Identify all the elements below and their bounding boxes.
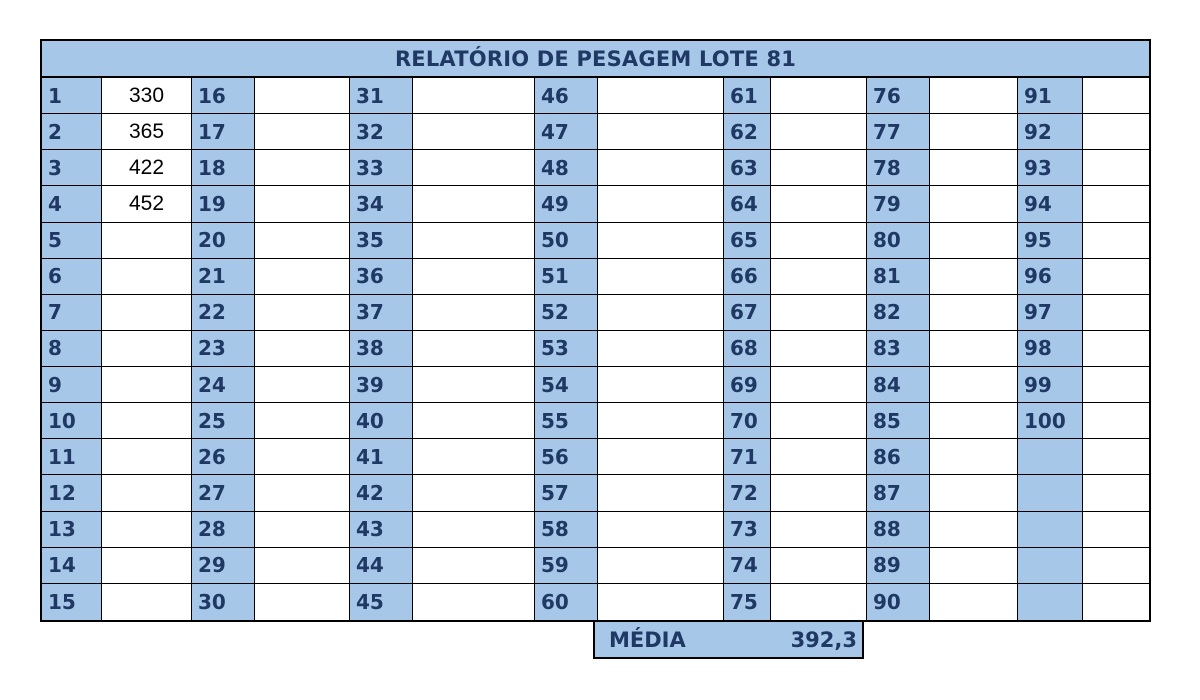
weighing-grid [42,78,1149,620]
weight-value-cell[interactable] [598,367,724,403]
weight-value-cell[interactable] [598,512,724,548]
animal-number-cell: 100 [1018,403,1083,439]
weight-value-cell[interactable] [255,259,350,295]
weight-value-cell[interactable] [255,475,350,511]
weight-value-cell[interactable] [930,331,1018,367]
animal-number-cell [1018,439,1083,475]
weight-value-cell[interactable] [255,78,350,114]
animal-number-cell: 28 [192,512,255,548]
weight-value-cell[interactable] [930,512,1018,548]
animal-number-cell: 52 [535,295,598,331]
animal-number-cell: 80 [867,223,930,259]
weight-value-cell[interactable] [598,295,724,331]
animal-number-cell: 70 [724,403,771,439]
animal-number-cell: 63 [724,150,771,186]
weight-value-cell[interactable] [930,584,1018,620]
animal-number-cell: 82 [867,295,930,331]
animal-number-cell: 23 [192,331,255,367]
weight-value-cell[interactable]: 422 [102,150,192,186]
animal-number-cell: 6 [42,259,102,295]
weight-value-cell[interactable] [598,259,724,295]
animal-number-cell: 10 [42,403,102,439]
animal-number-cell: 61 [724,78,771,114]
animal-number-cell: 16 [192,78,255,114]
animal-number-cell: 42 [350,475,413,511]
animal-number-cell [1018,512,1083,548]
animal-number-cell: 9 [42,367,102,403]
animal-number-cell: 57 [535,475,598,511]
weight-value-cell[interactable] [771,584,867,620]
animal-number-cell: 66 [724,259,771,295]
animal-number-cell: 60 [535,584,598,620]
weight-value-cell[interactable]: 452 [102,186,192,222]
weight-value-cell[interactable] [413,548,535,584]
weight-value-cell[interactable] [771,223,867,259]
animal-number-cell: 73 [724,512,771,548]
animal-number-cell: 69 [724,367,771,403]
animal-number-cell: 64 [724,186,771,222]
weight-value-cell[interactable] [413,439,535,475]
weight-value-cell[interactable] [1083,114,1149,150]
weight-value-cell[interactable] [930,439,1018,475]
animal-number-cell: 89 [867,548,930,584]
weight-value-cell[interactable] [413,331,535,367]
weight-value-cell[interactable] [255,150,350,186]
weight-value-cell[interactable] [771,186,867,222]
animal-number-cell: 79 [867,186,930,222]
weight-value-cell[interactable] [413,78,535,114]
weight-value-cell[interactable] [771,548,867,584]
animal-number-cell [1018,475,1083,511]
weight-value-cell[interactable] [598,403,724,439]
weight-value-cell[interactable] [413,403,535,439]
animal-number-cell: 17 [192,114,255,150]
weight-value-cell[interactable] [102,259,192,295]
animal-number-cell: 46 [535,78,598,114]
weight-value-cell[interactable] [413,114,535,150]
animal-number-cell: 43 [350,512,413,548]
weight-value-cell[interactable] [413,186,535,222]
weight-value-cell[interactable] [255,584,350,620]
animal-number-cell: 56 [535,439,598,475]
weight-value-cell[interactable]: 365 [102,114,192,150]
animal-number-cell: 34 [350,186,413,222]
weight-value-cell[interactable] [598,439,724,475]
weight-value-cell[interactable] [598,331,724,367]
animal-number-cell: 38 [350,331,413,367]
animal-number-cell: 26 [192,439,255,475]
weight-value-cell[interactable] [255,331,350,367]
weight-value-cell[interactable] [102,584,192,620]
weight-value-cell[interactable] [771,150,867,186]
animal-number-cell: 22 [192,295,255,331]
weight-value-cell[interactable] [1083,548,1149,584]
animal-number-cell: 24 [192,367,255,403]
animal-number-cell: 37 [350,295,413,331]
average-summary [593,620,864,659]
animal-number-cell: 59 [535,548,598,584]
weight-value-cell[interactable] [102,295,192,331]
animal-number-cell: 33 [350,150,413,186]
weight-value-cell[interactable] [598,475,724,511]
average-value: 392,3 [790,627,857,652]
animal-number-cell: 31 [350,78,413,114]
animal-number-cell: 68 [724,331,771,367]
animal-number-cell: 49 [535,186,598,222]
weight-value-cell[interactable] [255,367,350,403]
weight-value-cell[interactable] [255,512,350,548]
animal-number-cell: 77 [867,114,930,150]
animal-number-cell: 21 [192,259,255,295]
animal-number-cell: 71 [724,439,771,475]
weight-value-cell[interactable] [1083,223,1149,259]
animal-number-cell: 20 [192,223,255,259]
weight-value-cell[interactable] [413,223,535,259]
animal-number-cell: 5 [42,223,102,259]
animal-number-cell: 45 [350,584,413,620]
animal-number-cell: 12 [42,475,102,511]
weight-value-cell[interactable] [771,259,867,295]
animal-number-cell: 98 [1018,331,1083,367]
weight-value-cell[interactable]: 330 [102,78,192,114]
weight-value-cell[interactable] [1083,186,1149,222]
weight-value-cell[interactable] [930,78,1018,114]
weight-value-cell[interactable] [930,475,1018,511]
animal-number-cell: 39 [350,367,413,403]
animal-number-cell: 4 [42,186,102,222]
animal-number-cell: 14 [42,548,102,584]
weight-value-cell[interactable] [771,331,867,367]
animal-number-cell: 62 [724,114,771,150]
animal-number-cell: 36 [350,259,413,295]
animal-number-cell: 2 [42,114,102,150]
animal-number-cell: 55 [535,403,598,439]
animal-number-cell: 3 [42,150,102,186]
weight-value-cell[interactable] [1083,403,1149,439]
animal-number-cell [1018,584,1083,620]
weight-value-cell[interactable] [598,548,724,584]
animal-number-cell: 41 [350,439,413,475]
weight-value-cell[interactable] [1083,512,1149,548]
weight-value-cell[interactable] [930,259,1018,295]
animal-number-cell: 88 [867,512,930,548]
animal-number-cell: 48 [535,150,598,186]
animal-number-cell: 58 [535,512,598,548]
animal-number-cell: 15 [42,584,102,620]
animal-number-cell: 75 [724,584,771,620]
weight-value-cell[interactable] [771,475,867,511]
weight-value-cell[interactable] [771,512,867,548]
weight-value-cell[interactable] [771,439,867,475]
weight-value-cell[interactable] [930,223,1018,259]
animal-number-cell: 50 [535,223,598,259]
weight-value-cell[interactable] [930,403,1018,439]
weight-value-cell[interactable] [598,150,724,186]
weight-value-cell[interactable] [1083,439,1149,475]
average-label: MÉDIA [609,627,686,652]
weight-value-cell[interactable] [771,114,867,150]
animal-number-cell: 85 [867,403,930,439]
animal-number-cell: 8 [42,331,102,367]
weight-value-cell[interactable] [255,223,350,259]
animal-number-cell: 11 [42,439,102,475]
animal-number-cell: 29 [192,548,255,584]
animal-number-cell: 93 [1018,150,1083,186]
animal-number-cell: 25 [192,403,255,439]
weight-value-cell[interactable] [413,475,535,511]
weight-value-cell[interactable] [102,512,192,548]
animal-number-cell: 87 [867,475,930,511]
weight-value-cell[interactable] [930,114,1018,150]
animal-number-cell: 13 [42,512,102,548]
weight-value-cell[interactable] [598,186,724,222]
weight-value-cell[interactable] [102,548,192,584]
animal-number-cell: 76 [867,78,930,114]
weight-value-cell[interactable] [255,439,350,475]
animal-number-cell: 86 [867,439,930,475]
weight-value-cell[interactable] [102,331,192,367]
animal-number-cell: 30 [192,584,255,620]
animal-number-cell [1018,548,1083,584]
weight-value-cell[interactable] [598,114,724,150]
animal-number-cell: 19 [192,186,255,222]
weight-value-cell[interactable] [102,403,192,439]
weight-value-cell[interactable] [930,367,1018,403]
weight-value-cell[interactable] [771,403,867,439]
animal-number-cell: 47 [535,114,598,150]
weight-value-cell[interactable] [102,439,192,475]
animal-number-cell: 95 [1018,223,1083,259]
animal-number-cell: 54 [535,367,598,403]
weight-value-cell[interactable] [255,548,350,584]
weight-value-cell[interactable] [598,223,724,259]
weight-value-cell[interactable] [1083,295,1149,331]
animal-number-cell: 90 [867,584,930,620]
animal-number-cell: 44 [350,548,413,584]
weight-value-cell[interactable] [255,295,350,331]
animal-number-cell: 92 [1018,114,1083,150]
weight-value-cell[interactable] [930,548,1018,584]
weight-value-cell[interactable] [771,367,867,403]
animal-number-cell: 18 [192,150,255,186]
weight-value-cell[interactable] [1083,475,1149,511]
animal-number-cell: 7 [42,295,102,331]
weight-value-cell[interactable] [413,295,535,331]
animal-number-cell: 81 [867,259,930,295]
animal-number-cell: 96 [1018,259,1083,295]
weight-value-cell[interactable] [255,403,350,439]
animal-number-cell: 65 [724,223,771,259]
weight-value-cell[interactable] [930,186,1018,222]
weight-value-cell[interactable] [1083,584,1149,620]
weight-value-cell[interactable] [413,150,535,186]
animal-number-cell: 78 [867,150,930,186]
weight-value-cell[interactable] [255,186,350,222]
animal-number-cell: 40 [350,403,413,439]
animal-number-cell: 51 [535,259,598,295]
weight-value-cell[interactable] [771,78,867,114]
animal-number-cell: 99 [1018,367,1083,403]
weight-value-cell[interactable] [102,367,192,403]
weight-value-cell[interactable] [930,295,1018,331]
animal-number-cell: 53 [535,331,598,367]
animal-number-cell: 91 [1018,78,1083,114]
weight-value-cell[interactable] [771,295,867,331]
weighing-report-table [40,39,1151,622]
animal-number-cell: 94 [1018,186,1083,222]
animal-number-cell: 1 [42,78,102,114]
animal-number-cell: 83 [867,331,930,367]
weight-value-cell[interactable] [1083,150,1149,186]
weight-value-cell[interactable] [413,367,535,403]
animal-number-cell: 32 [350,114,413,150]
weight-value-cell[interactable] [1083,331,1149,367]
animal-number-cell: 72 [724,475,771,511]
weight-value-cell[interactable] [930,150,1018,186]
weight-value-cell[interactable] [1083,367,1149,403]
weight-value-cell[interactable] [102,475,192,511]
animal-number-cell: 67 [724,295,771,331]
weight-value-cell[interactable] [413,512,535,548]
animal-number-cell: 35 [350,223,413,259]
weight-value-cell[interactable] [598,78,724,114]
weight-value-cell[interactable] [413,584,535,620]
report-title: RELATÓRIO DE PESAGEM LOTE 81 [42,41,1149,78]
animal-number-cell: 84 [867,367,930,403]
weight-value-cell[interactable] [598,584,724,620]
weight-value-cell[interactable] [255,114,350,150]
weight-value-cell[interactable] [413,259,535,295]
weight-value-cell[interactable] [102,223,192,259]
animal-number-cell: 27 [192,475,255,511]
animal-number-cell: 74 [724,548,771,584]
animal-number-cell: 97 [1018,295,1083,331]
weight-value-cell[interactable] [1083,78,1149,114]
weight-value-cell[interactable] [1083,259,1149,295]
